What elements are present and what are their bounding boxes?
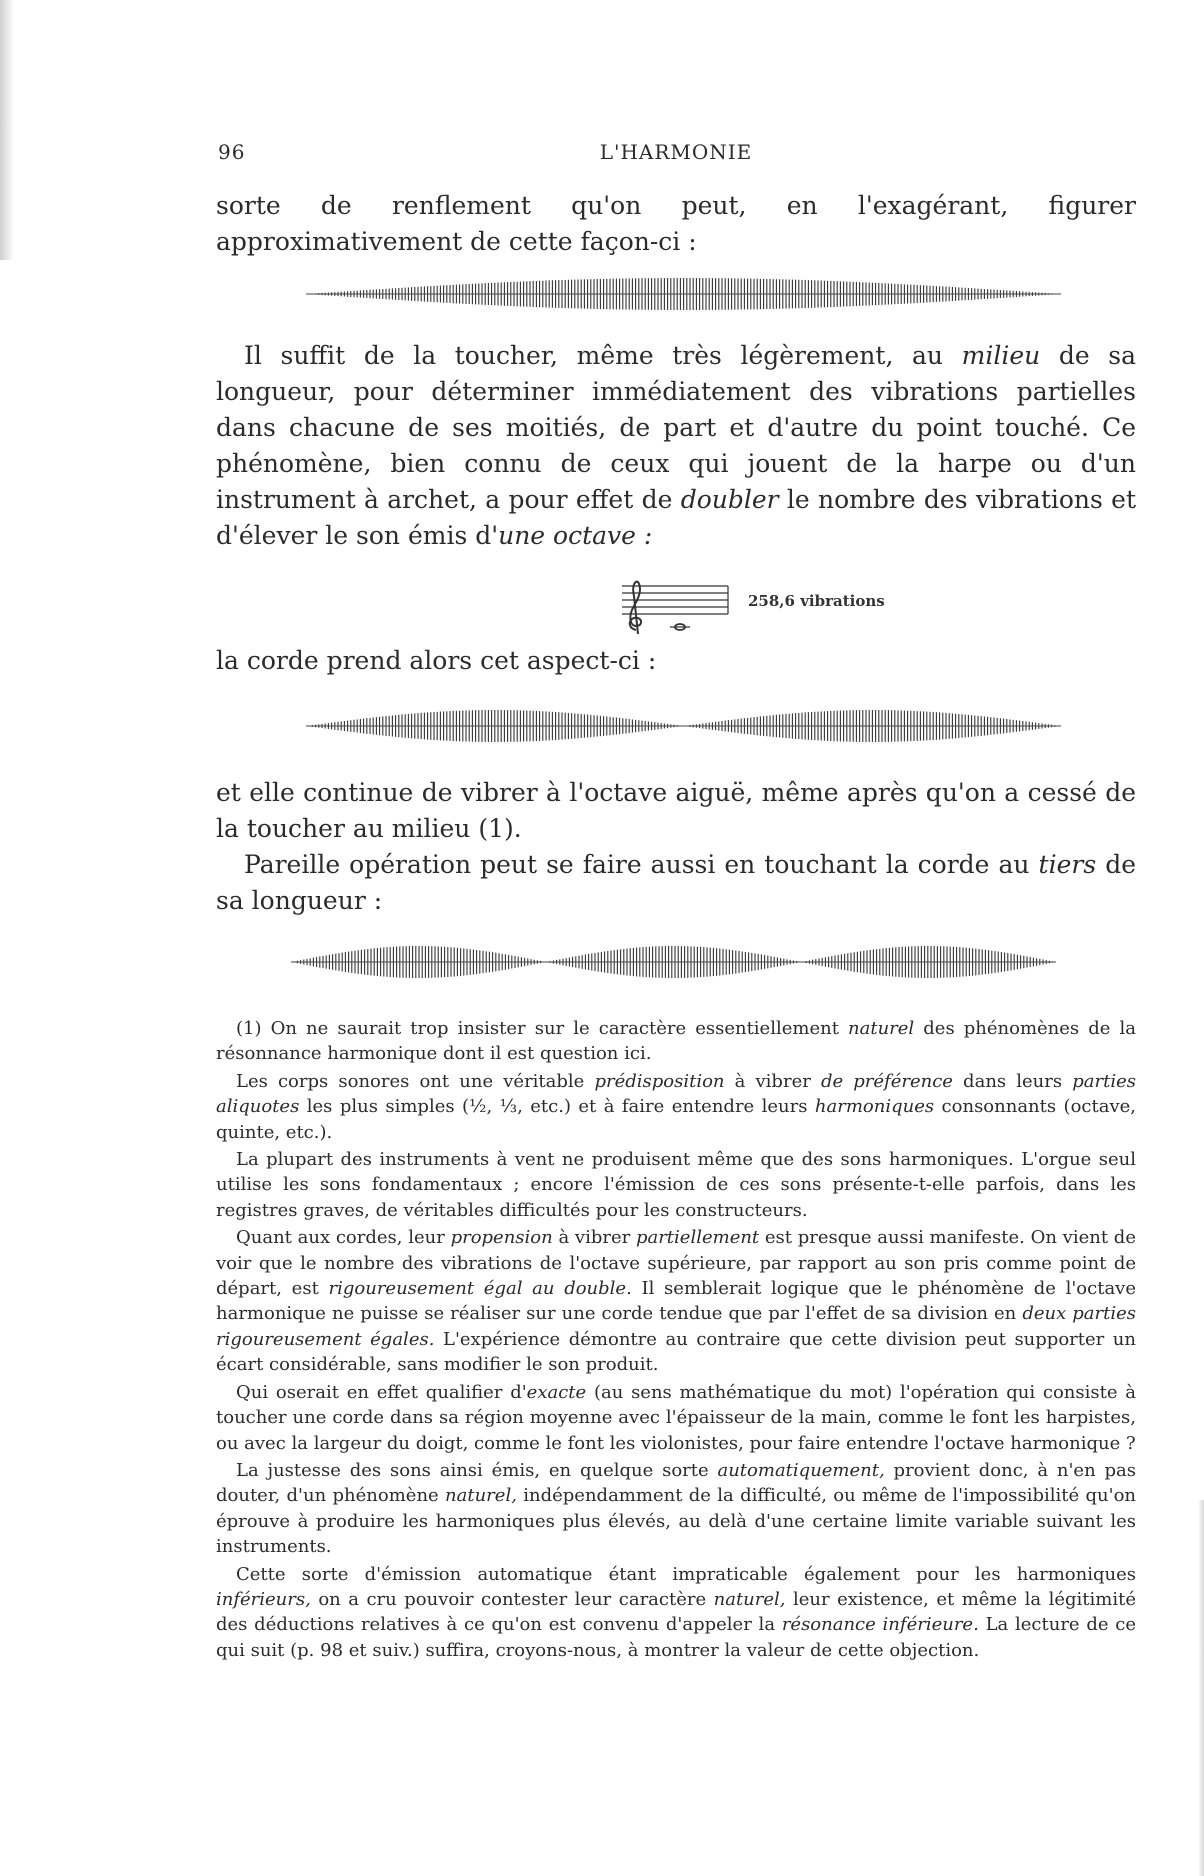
footnote-paragraph-2 bbox=[216, 1069, 1136, 1145]
footnotes bbox=[216, 1016, 1136, 1665]
emphasis: naturel bbox=[848, 1018, 915, 1039]
text-run: provient donc, à n'en pas douter, d'un phénomène bbox=[216, 1459, 1136, 1507]
string-vibration-figure-2 bbox=[216, 708, 1136, 744]
emphasis: harmoniques bbox=[814, 1096, 935, 1118]
emphasis: rigoureusement égal au double. bbox=[328, 1278, 632, 1300]
emphasis: partiellement bbox=[635, 1227, 760, 1249]
paragraph-1 bbox=[216, 188, 1136, 260]
footnote-paragraph-7 bbox=[216, 1562, 1136, 1664]
footnote-paragraph-6 bbox=[216, 1458, 1136, 1560]
paragraph-4 bbox=[216, 775, 1136, 847]
emphasis-tiers: tiers bbox=[1038, 850, 1097, 879]
text-run: consonnants (octave, quinte, etc.). bbox=[216, 1096, 1136, 1143]
footnote-paragraph-4 bbox=[216, 1225, 1136, 1377]
text-run: Cette sorte d'émission automatique étant impraticable également pour les harmoniques bbox=[236, 1563, 1136, 1585]
page-spine-shadow bbox=[0, 0, 14, 260]
string-vibration-figure-1 bbox=[216, 276, 1136, 312]
emphasis-une-octave: une octave : bbox=[498, 521, 653, 550]
text-run: le nombre des vibrations et d'élever le son émis d' bbox=[216, 485, 1136, 550]
footnote-1 bbox=[216, 1016, 1136, 1067]
paragraph-5-text bbox=[216, 847, 1136, 919]
text-run: de sa longueur : bbox=[216, 850, 1136, 915]
emphasis-doubler: doubler bbox=[680, 485, 779, 514]
text-run: indépendamment de la difficulté, ou même de l'impossibilité qu'on éprouve à produire les harmoniques plus élevés, au delà d'une certaine limite variable suivant les instruments. bbox=[216, 1485, 1136, 1558]
text-run: (1) On ne saurait trop insister sur le caractère essentiellement bbox=[236, 1018, 849, 1039]
string-vibration-figure-3 bbox=[216, 944, 1136, 980]
emphasis: parties aliquotes bbox=[216, 1070, 1136, 1118]
paragraph-5 bbox=[216, 847, 1136, 919]
emphasis: résonance inférieure. bbox=[781, 1614, 979, 1636]
text-run: leur existence, et même la légitimité des déductions relatives à ce qu'on est convenu d'appeler la bbox=[216, 1588, 1136, 1636]
text-run: Pareille opération peut se faire aussi en touchant la corde au bbox=[244, 850, 1039, 879]
page-edge-shadow bbox=[1198, 1500, 1204, 1876]
text-run: La lecture de ce qui suit (p. 98 et suiv.) suffira, croyons-nous, à montrer la valeur de cette objection. bbox=[216, 1614, 1137, 1661]
vibration-frequency-label: 258,6 vibrations bbox=[748, 592, 885, 610]
emphasis: prédisposition bbox=[594, 1070, 725, 1092]
text-run: La justesse des sons ainsi émis, en quelque sorte bbox=[236, 1459, 718, 1481]
music-staff-example bbox=[620, 578, 1000, 638]
paragraph-4-text: et elle continue de vibrer à l'octave aiguë, même après qu'on a cessé de la toucher au milieu (1). bbox=[216, 778, 1136, 843]
text-run: des phénomènes de la résonnance harmonique dont il est question ici. bbox=[216, 1018, 1136, 1065]
paragraph-3-text: la corde prend alors cet aspect-ci : bbox=[216, 646, 657, 675]
paragraph-2-text bbox=[216, 338, 1136, 554]
text-run: L'expérience démontre au contraire que cette division peut supporter un écart considérable, sans modifier le son produit. bbox=[216, 1328, 1136, 1376]
text-run: dans leurs bbox=[952, 1070, 1073, 1092]
text-run: on a cru pouvoir contester leur caractère bbox=[310, 1588, 714, 1610]
emphasis: naturel, bbox=[713, 1588, 786, 1610]
emphasis: exacte bbox=[526, 1381, 587, 1403]
text-run: (au sens mathématique du mot) l'opération qui consiste à toucher une corde dans sa région moyenne avec l'épaisseur de la main, comme le font les harpistes, ou avec la largeur du doigt, comme le font les violonistes, pour faire entendre l'octave harmonique ? bbox=[216, 1381, 1136, 1454]
text-run: à vibrer bbox=[724, 1070, 821, 1092]
text-run: de sa longueur, pour déterminer immédiatement des vibrations partielles dans chacune de ses moitiés, de part et d'autre du point touché. Ce phénomène, bien connu de ceux qui jouent de la harpe ou d'un instrument à archet, a pour effet de bbox=[216, 341, 1136, 514]
text-run: Qui oserait en effet qualifier d' bbox=[236, 1381, 527, 1403]
text-run: Les corps sonores ont une véritable bbox=[236, 1070, 595, 1092]
text-run: les plus simples (½, ⅓, etc.) et à faire entendre leurs bbox=[299, 1096, 815, 1118]
running-title: L'HARMONIE bbox=[599, 140, 753, 164]
text-run: est presque aussi manifeste. On vient de voir que le nombre des vibrations de l'octave supérieure, par rapport au son pris comme point de départ, est bbox=[216, 1227, 1136, 1300]
treble-clef-staff bbox=[620, 578, 740, 638]
paragraph-3 bbox=[216, 643, 1136, 679]
emphasis: inférieurs, bbox=[216, 1588, 311, 1610]
text-run: à vibrer bbox=[552, 1227, 636, 1249]
emphasis: naturel, bbox=[445, 1485, 517, 1507]
text-run: Il semblerait logique que le phénomène de l'octave harmonique ne puisse se réaliser sur une corde tendue que par l'effet de sa division en bbox=[216, 1278, 1137, 1325]
page-number: 96 bbox=[218, 140, 246, 164]
running-header bbox=[216, 140, 1136, 170]
paragraph-2 bbox=[216, 338, 1136, 554]
emphasis: de préférence bbox=[820, 1070, 953, 1092]
paragraph-1-text: sorte de renflement qu'on peut, en l'exagérant, figurer approximativement de cette façon-ci : bbox=[216, 191, 1136, 256]
footnote-paragraph-5 bbox=[216, 1380, 1136, 1456]
emphasis: propension bbox=[450, 1227, 553, 1249]
emphasis: deux parties rigoureusement égales. bbox=[216, 1303, 1136, 1350]
footnote-paragraph-3: La plupart des instruments à vent ne produisent même que des sons harmoniques. L'orgue seul utilise les sons fondamentaux ; encore l'émission de ces sons présente-t-elle parfois, dans les registres graves, de véritables difficultés pour les constructeurs. bbox=[216, 1149, 1136, 1221]
text-run: Il suffit de la toucher, même très légèrement, au bbox=[244, 341, 962, 370]
emphasis: automatiquement, bbox=[717, 1459, 885, 1481]
text-run: Quant aux cordes, leur bbox=[236, 1227, 451, 1249]
emphasis-milieu: milieu bbox=[961, 341, 1041, 370]
